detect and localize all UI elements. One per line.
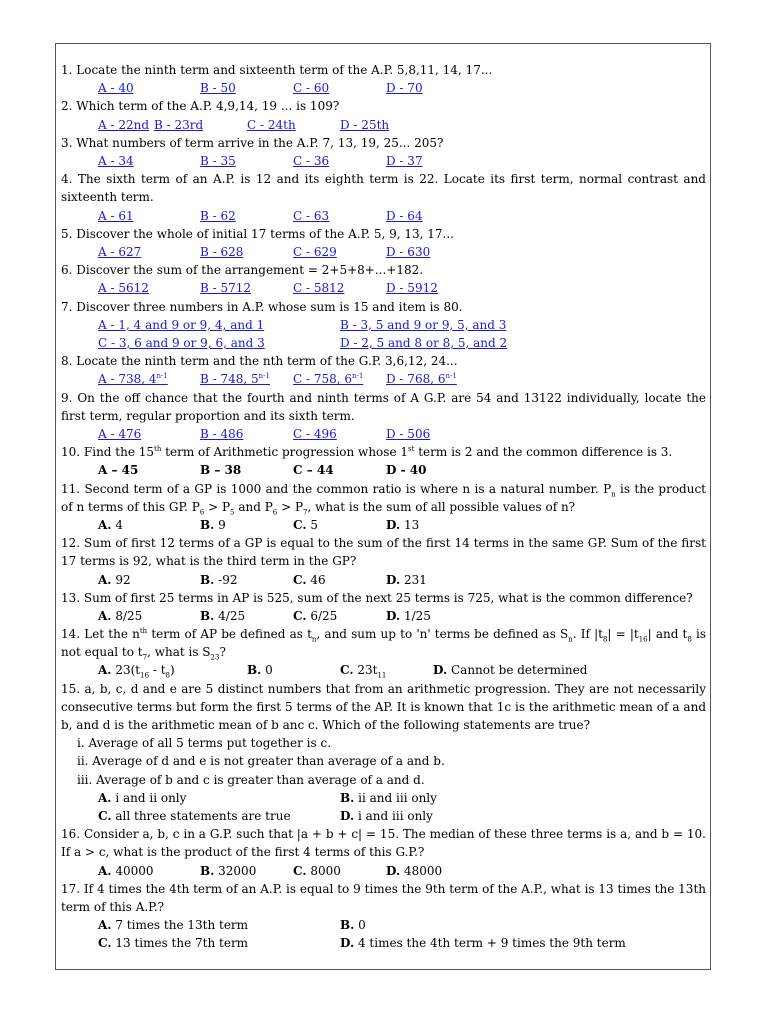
- option-b: [200, 516, 226, 534]
- option-value: - t: [149, 663, 166, 678]
- option-letter: C.: [293, 572, 307, 587]
- option-value: 1/25: [403, 608, 431, 623]
- option-letter: A.: [98, 608, 112, 623]
- worksheet: [61, 61, 706, 953]
- options-9: [61, 425, 706, 443]
- option-letter: C.: [340, 663, 354, 678]
- options-6: [61, 279, 706, 297]
- option-d-link[interactable]: [386, 370, 457, 388]
- option-value: 7 times the 13th term: [115, 918, 249, 933]
- options-3: [61, 152, 706, 170]
- option-a-link[interactable]: A - 1, 4 and 9 or 9, 4, and 1: [98, 317, 265, 332]
- option-letter: A.: [98, 790, 112, 805]
- option-c: [293, 516, 318, 534]
- option-letter: A.: [98, 663, 112, 678]
- q14-text: | = |t: [607, 627, 639, 642]
- option-c-link[interactable]: C - 3, 6 and 9 or 9, 6, and 3: [98, 335, 265, 350]
- option-value: Cannot be determined: [450, 663, 588, 678]
- exponent: n-1: [156, 372, 168, 381]
- q10-text-1: 10. Find the 15: [61, 445, 155, 460]
- option-b-link[interactable]: B - 23rd: [154, 117, 204, 132]
- q14-sub: 16: [638, 635, 648, 644]
- option-d-link[interactable]: D - 70: [386, 81, 423, 96]
- option-value: 23(t: [115, 663, 141, 678]
- exponent: n-1: [352, 372, 364, 381]
- options-14: [61, 661, 706, 679]
- q14-sub: 8: [687, 635, 692, 644]
- q14-sub: n: [568, 635, 573, 644]
- option-b-text: B - 748, 5: [200, 372, 259, 387]
- question-5: 5. Discover the whole of initial 17 terms of the A.P. 5, 9, 13, 17...: [61, 226, 454, 241]
- question-4: 4. The sixth term of an A.P. is 12 and its eighth term is 22. Locate its first term, normal contrast and sixteenth term.: [61, 172, 706, 205]
- option-letter: D.: [386, 863, 401, 878]
- option-sub: 11: [377, 671, 387, 680]
- option-a: A – 45: [98, 463, 139, 478]
- option-letter: D.: [433, 663, 448, 678]
- option-d-link[interactable]: D - 630: [386, 244, 431, 259]
- options-16: [61, 862, 706, 880]
- q11-sub: 5: [230, 508, 235, 517]
- option-value: 48000: [403, 863, 443, 878]
- option-d: [340, 807, 433, 825]
- option-letter: D.: [340, 809, 355, 824]
- option-value: all three statements are true: [115, 809, 291, 824]
- q10-sup-2: st: [408, 445, 415, 454]
- option-value: 40000: [115, 863, 154, 878]
- options-1: [61, 79, 706, 97]
- option-d-link[interactable]: D - 2, 5 and 8 or 8, 5, and 2: [340, 335, 508, 350]
- option-value: 4/25: [218, 608, 246, 623]
- question-8: 8. Locate the ninth term and the nth term of the G.P. 3,6,12, 24...: [61, 354, 458, 369]
- q14-sup: th: [139, 627, 148, 636]
- option-b: [340, 789, 437, 807]
- option-value: 231: [403, 572, 427, 587]
- q11-text: 11. Second term of a GP is 1000 and the common ratio is where n is a natural number. P: [61, 481, 612, 496]
- options-13: [61, 607, 706, 625]
- option-b: [200, 607, 245, 625]
- q14-text: ?: [219, 645, 226, 660]
- q14-sub: 7: [142, 653, 148, 662]
- option-b-link[interactable]: B - 486: [200, 426, 244, 441]
- options-12: [61, 571, 706, 589]
- option-c-link[interactable]: C - 36: [293, 153, 330, 168]
- option-value: i and ii only: [115, 790, 187, 805]
- options-7a: [61, 316, 706, 334]
- option-value: ii and iii only: [358, 790, 437, 805]
- q14-text: . If |t: [572, 627, 603, 642]
- option-d: [386, 607, 431, 625]
- option-b: [247, 661, 273, 679]
- options-8: [61, 370, 706, 388]
- option-b-link[interactable]: B - 62: [200, 208, 236, 223]
- option-b: [200, 862, 256, 880]
- q14-text: is not equal to t: [61, 627, 706, 660]
- option-letter: B.: [247, 663, 262, 678]
- question-3: 3. What numbers of term arrive in the A.P. 7, 13, 19, 25... 205?: [61, 135, 444, 150]
- option-letter: A.: [98, 918, 112, 933]
- option-c-link[interactable]: C - 24th: [247, 117, 296, 132]
- option-letter: B.: [340, 918, 355, 933]
- q14-text: , and sum up to 'n' terms be defined as S: [316, 627, 569, 642]
- option-b-link[interactable]: B - 3, 5 and 9 or 9, 5, and 3: [340, 317, 507, 332]
- option-value: 13: [403, 517, 420, 532]
- option-letter: C.: [98, 809, 112, 824]
- option-value: 8000: [310, 863, 341, 878]
- option-value: 5: [310, 517, 318, 532]
- option-a-text: A - 738, 4: [98, 372, 157, 387]
- option-c-link[interactable]: C - 629: [293, 244, 337, 259]
- options-15b: [61, 807, 706, 825]
- option-a-link[interactable]: A - 5612: [98, 281, 149, 296]
- option-a-link[interactable]: A - 22nd: [98, 117, 150, 132]
- q14-text: term of AP be defined as t: [147, 627, 312, 642]
- option-d-link[interactable]: D - 25th: [340, 117, 390, 132]
- option-a: [98, 789, 186, 807]
- option-a-link[interactable]: A - 40: [98, 81, 134, 96]
- option-d-link[interactable]: D - 506: [386, 426, 431, 441]
- exponent: n-1: [445, 372, 457, 381]
- option-a-link[interactable]: A - 627: [98, 244, 142, 259]
- option-b-link[interactable]: [200, 370, 270, 388]
- question-9: 9. On the off chance that the fourth and ninth terms of A G.P. are 54 and 13122 individually, locate the first term, regular proportion and its sixth term.: [61, 390, 706, 423]
- option-value: 46: [310, 572, 326, 587]
- q14-sub: 8: [602, 635, 608, 644]
- q14-text: 14. Let the n: [61, 627, 140, 642]
- option-a: [98, 862, 154, 880]
- q11-sub: n: [611, 489, 616, 498]
- option-c-link[interactable]: C - 5812: [293, 281, 345, 296]
- option-b: [340, 916, 366, 934]
- option-b-link[interactable]: B - 50: [200, 81, 236, 96]
- q11-sub: 6: [199, 508, 205, 517]
- option-c-link[interactable]: C - 496: [293, 426, 337, 441]
- option-c: [293, 862, 341, 880]
- option-b-link[interactable]: B - 35: [200, 153, 236, 168]
- option-value: 92: [115, 572, 131, 587]
- options-4: [61, 207, 706, 225]
- option-a-link[interactable]: A - 476: [98, 426, 142, 441]
- option-letter: A.: [98, 572, 112, 587]
- q14-sub: n: [311, 635, 317, 644]
- q11-text: > P: [204, 499, 231, 514]
- option-c-link[interactable]: C - 60: [293, 81, 330, 96]
- option-letter: B.: [340, 790, 355, 805]
- option-value: 4: [115, 517, 123, 532]
- option-d: [433, 661, 587, 679]
- question-14: [61, 625, 706, 661]
- option-a-link[interactable]: A - 61: [98, 208, 134, 223]
- options-10: [61, 461, 706, 479]
- question-7: 7. Discover three numbers in A.P. whose sum is 15 and item is 80.: [61, 299, 463, 314]
- option-value: 0: [358, 918, 366, 933]
- option-c: [293, 607, 337, 625]
- option-letter: C.: [98, 936, 112, 951]
- option-c: [98, 934, 248, 952]
- option-a: [98, 661, 175, 679]
- option-value: 32000: [218, 863, 257, 878]
- option-letter: C.: [293, 608, 307, 623]
- option-a-link[interactable]: [98, 370, 168, 388]
- q11-text: is the product of n terms of this GP. P: [61, 481, 707, 514]
- option-letter: B.: [200, 572, 215, 587]
- option-d-link[interactable]: D - 64: [386, 208, 423, 223]
- question-16: 16. Consider a, b, c in a G.P. such that |a + b + c| = 15. The median of these three terms is a, and b = 10. If a > c, what is the product of the first 4 terms of this G.P.?: [61, 827, 706, 860]
- exponent: n-1: [258, 372, 270, 381]
- question-17: 17. If 4 times the 4th term of an A.P. is equal to 9 times the 9th term of the A.P., what is 13 times the 13th term of this A.P.?: [61, 881, 706, 915]
- option-b-link[interactable]: B - 5712: [200, 281, 252, 296]
- option-b: [200, 571, 237, 589]
- option-d-link[interactable]: D - 37: [386, 153, 423, 168]
- option-letter: B.: [200, 608, 215, 623]
- question-10: [61, 443, 706, 461]
- option-letter: A.: [98, 517, 112, 532]
- question-6: 6. Discover the sum of the arrangement = 2+5+8+...+182.: [61, 263, 424, 278]
- q10-text-3: term is 2 and the common difference is 3.: [414, 445, 673, 460]
- option-a-link[interactable]: A - 34: [98, 153, 134, 168]
- option-d-text: D - 768, 6: [386, 372, 446, 387]
- option-c-link[interactable]: C - 63: [293, 208, 330, 223]
- question-13: 13. Sum of first 25 terms in AP is 525, sum of the next 25 terms is 725, what is the common difference?: [61, 590, 693, 605]
- option-c: [340, 661, 386, 679]
- option-value: -92: [218, 572, 238, 587]
- option-d: [340, 934, 626, 952]
- q11-text: > P: [277, 499, 304, 514]
- q11-text: and P: [234, 499, 273, 514]
- option-letter: D.: [386, 517, 401, 532]
- question-1: 1. Locate the ninth term and sixteenth term of the A.P. 5,8,11, 14, 17...: [61, 63, 493, 77]
- option-value: i and iii only: [357, 809, 433, 824]
- option-value: 23t: [357, 663, 378, 678]
- q11-sub: 7: [303, 508, 308, 517]
- option-value: 6/25: [310, 608, 338, 623]
- option-value: 0: [265, 663, 273, 678]
- q11-sub: 6: [272, 508, 278, 517]
- q14-text: , what is S: [147, 645, 211, 660]
- option-d-link[interactable]: D - 5912: [386, 281, 438, 296]
- option-c: [293, 571, 326, 589]
- option-letter: D.: [340, 936, 355, 951]
- option-c: C – 44: [293, 463, 334, 478]
- option-value: 13 times the 7th term: [115, 936, 249, 951]
- question-2: 2. Which term of the A.P. 4,9,14, 19 ... is 109?: [61, 99, 340, 114]
- q11-text: , what is the sum of all possible values of n?: [307, 499, 576, 514]
- options-2: [61, 116, 706, 134]
- option-value: ): [170, 663, 175, 678]
- options-5: [61, 243, 706, 261]
- option-d: [386, 862, 442, 880]
- option-letter: B.: [200, 863, 215, 878]
- option-c: [98, 807, 291, 825]
- option-c-text: C - 758, 6: [293, 372, 353, 387]
- statement-ii: ii. Average of d and e is not greater than average of a and b.: [77, 754, 445, 769]
- statement-i: i. Average of all 5 terms put together is c.: [77, 736, 332, 751]
- q10-text-2: term of Arithmetic progression whose 1: [161, 445, 408, 460]
- option-letter: B.: [200, 517, 215, 532]
- statement-iii: iii. Average of b and c is greater than average of a and d.: [77, 772, 425, 787]
- option-b-link[interactable]: B - 628: [200, 244, 244, 259]
- option-c-link[interactable]: [293, 370, 363, 388]
- option-value: 8/25: [115, 608, 143, 623]
- option-letter: C.: [293, 863, 307, 878]
- option-sub: 16: [140, 671, 150, 680]
- options-15a: [61, 789, 706, 807]
- options-17a: [61, 916, 706, 934]
- question-12: 12. Sum of first 12 terms of a GP is equal to the sum of the first 14 terms in the same GP. Sum of the first 17 terms is 92, what is the third term in the GP?: [61, 536, 706, 569]
- options-11: [61, 516, 706, 534]
- option-b: B – 38: [200, 463, 242, 478]
- option-d: [386, 571, 427, 589]
- option-value: 4 times the 4th term + 9 times the 9th term: [357, 936, 626, 951]
- option-letter: D.: [386, 608, 401, 623]
- options-17b: [61, 934, 706, 952]
- q14-sub: 23: [210, 653, 220, 662]
- option-a: [98, 516, 123, 534]
- q14-text: | and t: [647, 627, 688, 642]
- option-letter: A.: [98, 863, 112, 878]
- option-letter: D.: [386, 572, 401, 587]
- option-d: [386, 516, 419, 534]
- option-d: D - 40: [386, 463, 427, 478]
- question-15: 15. a, b, c, d and e are 5 distinct numbers that from an arithmetic progression. They are not necessarily consecutive terms but form the first 5 terms of the AP. It is known that 1c is the arithmetic mean of a and b, and d is the arithmetic mean of b anc c. Which of the following statements are true?: [61, 681, 706, 733]
- option-a: [98, 607, 142, 625]
- question-11: [61, 480, 706, 516]
- option-a: [98, 916, 248, 934]
- option-sub: 8: [165, 671, 171, 680]
- q10-sup-1: th: [154, 445, 162, 454]
- options-7b: [61, 334, 706, 352]
- option-letter: C.: [293, 517, 307, 532]
- option-value: 9: [218, 517, 226, 532]
- option-a: [98, 571, 131, 589]
